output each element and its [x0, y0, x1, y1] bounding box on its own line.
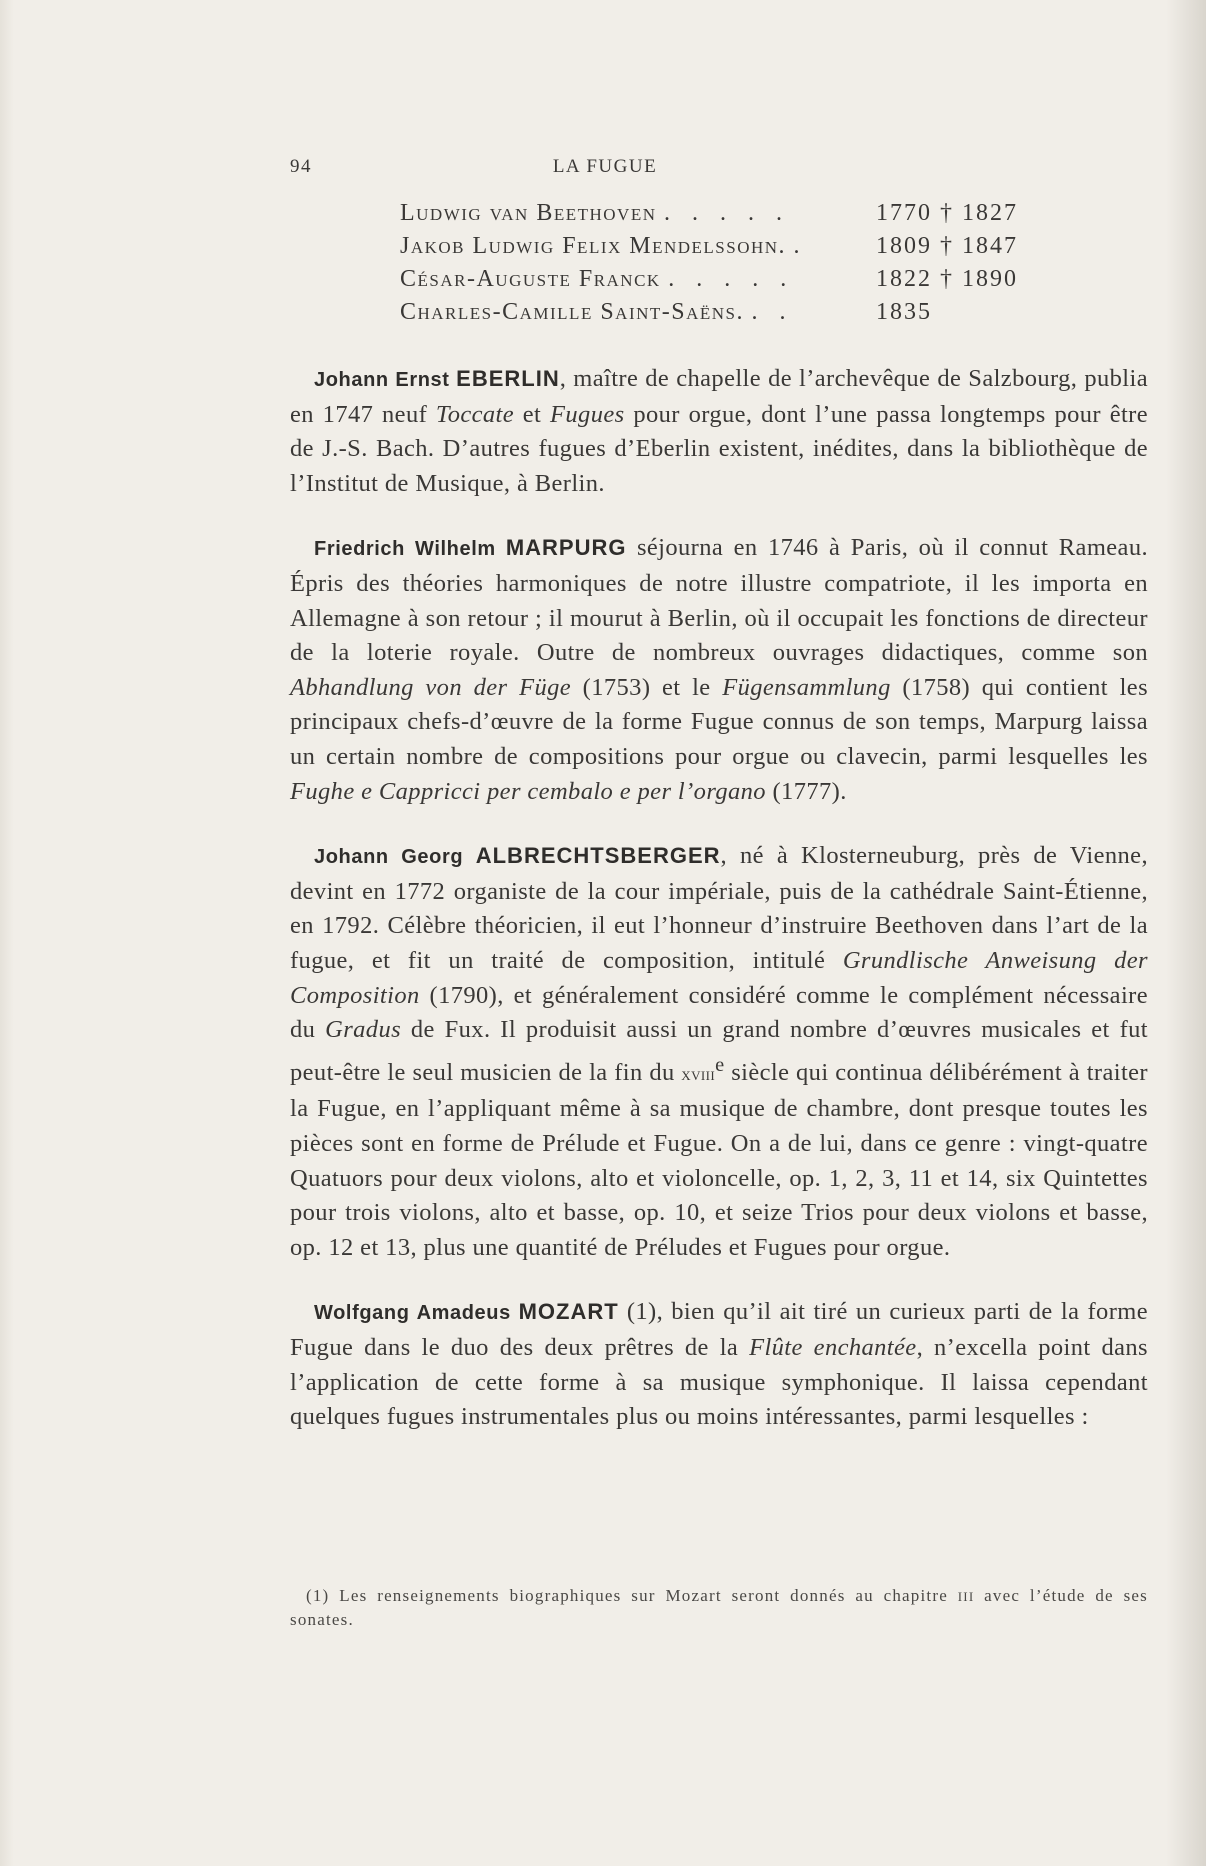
century-superscript: e — [715, 1053, 725, 1076]
chapter-numeral: iii — [957, 1585, 975, 1606]
composer-list — [400, 200, 1050, 332]
century-numeral: xviii — [681, 1063, 716, 1085]
page-header — [290, 156, 920, 184]
paragraph-albrechtsberger — [290, 839, 1148, 1265]
given-names: Johann Ernst — [314, 369, 457, 391]
composer-name: Jakob Ludwig Felix Mendelssohn. — [400, 233, 787, 259]
text-run: pour orgue, dont l’une passa longtemps pour être de J.-S. Bach. D’autres fugues d’Eberlin existent, inédites, dans la bibliothèque de l’Institut de Musique, à Berlin. — [290, 400, 1149, 497]
work-title: Flûte enchantée — [749, 1334, 917, 1361]
composer-dates: 1770 † 1827 — [876, 200, 1018, 226]
work-title: Abhandlung von der Füge — [290, 673, 572, 701]
work-title: Fughe e Cappricci per cembalo e per l’organo — [290, 777, 766, 805]
page-edge-left — [0, 0, 14, 1866]
text-run: (1790), et généralement considéré comme le complément nécessaire du — [290, 981, 1148, 1044]
surname: ALBRECHTSBERGER — [475, 843, 721, 869]
lead-name — [314, 843, 721, 869]
composer-name: Charles-Camille Saint-Saëns. — [400, 299, 745, 325]
work-title: Toccate — [435, 400, 515, 428]
lead-name — [314, 535, 627, 561]
leader-dots: . . . . . — [668, 266, 795, 292]
footnote — [290, 1584, 1148, 1632]
text-run: , n’excella point dans l’application de cette forme à sa musique symphonique. Il laissa cependant quelques fugues instrumentales plus ou moins intéressantes, parmi lesquelles : — [290, 1334, 1148, 1431]
given-names: Friedrich Wilhelm — [314, 538, 506, 561]
given-names: Wolfgang Amadeus — [314, 1302, 519, 1325]
footnote-text: avec l’étude de ses sonates. — [290, 1586, 1148, 1629]
composer-name: Ludwig van Beethoven — [400, 200, 657, 226]
paragraph-eberlin — [290, 362, 1148, 501]
text-run: , maître de chapelle de l’archevêque de Salzbourg, publia en 1747 neuf — [290, 365, 1148, 428]
composer-dates: 1822 † 1890 — [876, 266, 1018, 292]
composer-dates: 1835 — [876, 299, 932, 325]
surname: EBERLIN — [456, 366, 560, 391]
composer-row — [400, 266, 1050, 299]
text-run: (1753) et le — [571, 673, 723, 701]
text-run: (1758) qui contient les principaux chefs-d’œuvre de la forme Fugue connus de son temps, Marpurg laissa un certain nombre de compositions pour orgue ou clavecin, parmi lesquelles les — [290, 673, 1149, 770]
footnote-text: (1) Les renseignements biographiques sur Mozart seront donnés au chapitre — [306, 1586, 958, 1605]
text-run: , né à Klosterneuburg, près de Vienne, devint en 1772 organiste de la cour impériale, puis de la cathédrale Saint-Étienne, en 1792. Célèbre théoricien, il eut l’honneur d’instruire Beethoven dans l’art de la fugue, et fit un traité de composition, intitulé — [290, 842, 1148, 974]
paragraph-mozart — [290, 1295, 1148, 1434]
leader-dots: . — [793, 233, 808, 259]
page-number: 94 — [290, 156, 312, 177]
composer-dates: 1809 † 1847 — [876, 233, 1018, 259]
leader-dots: . . — [751, 299, 794, 325]
work-title: Fugues — [550, 400, 625, 428]
composer-row — [400, 233, 1050, 266]
given-names: Johann Georg — [314, 846, 476, 869]
text-run: (1777). — [765, 777, 847, 805]
lead-name — [314, 1299, 619, 1325]
work-title: Fügensammlung — [722, 673, 891, 701]
lead-name — [314, 366, 560, 391]
running-title: LA FUGUE — [552, 156, 658, 177]
paragraph-marpurg — [290, 531, 1148, 809]
page-edge-right — [1166, 0, 1206, 1866]
text-run: de Fux. Il produisit aussi un grand nombre d’œuvres musicales et fut peut-être le seul musicien de la fin du — [290, 1016, 1148, 1086]
leader-dots: . . . . . — [664, 200, 790, 226]
work-title: Grundlische Anweisung der Composition — [290, 946, 1148, 1009]
surname: MOZART — [518, 1299, 619, 1325]
body-text — [290, 362, 1148, 1465]
composer-row — [400, 299, 1050, 332]
text-run: et — [514, 400, 551, 428]
composer-name: César-Auguste Franck — [400, 266, 661, 292]
text-run: séjourna en 1746 à Paris, où il connut Rameau. Épris des théories harmoniques de notre illustre compatriote, il les importa en Allemagne à son retour ; il mourut à Berlin, où il occupait les fonctions de directeur de la loterie royale. Outre de nombreux ouvrages didactiques, comme son — [290, 534, 1148, 667]
surname: MARPURG — [505, 535, 627, 561]
text-run: siècle qui continua délibérément à traiter la Fugue, en l’appliquant même à sa musique de chambre, dont presque toutes les pièces sont en forme de Prélude et Fugue. On a de lui, dans ce genre : vingt-quatre Quatuors pour deux violons, alto et violoncelle, op. 1, 2, 3, 11 et 14, six Quintettes pour trois violons, alto et basse, op. 10, et seize Trios pour deux violons et basse, op. 12 et 13, plus une quantité de Préludes et Fugues pour orgue. — [290, 1058, 1148, 1261]
composer-row — [400, 200, 1050, 233]
work-title: Gradus — [325, 1016, 402, 1044]
text-run: (1), bien qu’il ait tiré un curieux parti de la forme Fugue dans le duo des deux prêtres de la — [290, 1298, 1148, 1361]
